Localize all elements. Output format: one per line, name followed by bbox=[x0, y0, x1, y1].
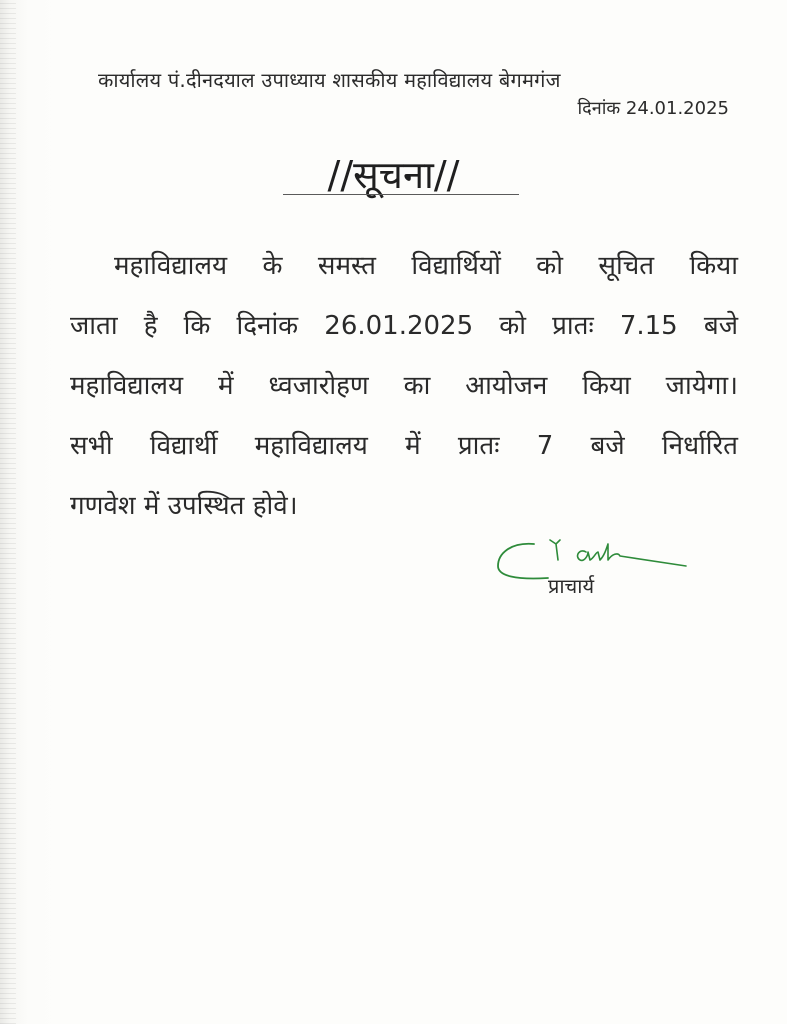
body-line-2: जाता है कि दिनांक 26.01.2025 को प्रातः 7.15 बजे bbox=[70, 311, 738, 341]
body-line-4: सभी विद्यार्थी महाविद्यालय में प्रातः 7 बजे निर्धारित bbox=[70, 431, 738, 461]
title-underline bbox=[283, 194, 519, 195]
body-line-3: महाविद्यालय में ध्वजारोहण का आयोजन किया जायेगा। bbox=[70, 371, 738, 401]
body-line-5: गणवेश में उपस्थित होवे। bbox=[70, 491, 298, 521]
signatory-designation: प्राचार्य bbox=[548, 574, 595, 598]
office-header: कार्यालय पं.दीनदयाल उपाध्याय शासकीय महाविद्यालय बेगमगंज bbox=[98, 68, 561, 92]
notice-title: //सूचना// bbox=[327, 153, 460, 197]
notice-date: दिनांक 24.01.2025 bbox=[577, 98, 729, 119]
body-line-1: महाविद्यालय के समस्त विद्यार्थियों को सूचित किया bbox=[114, 251, 738, 281]
